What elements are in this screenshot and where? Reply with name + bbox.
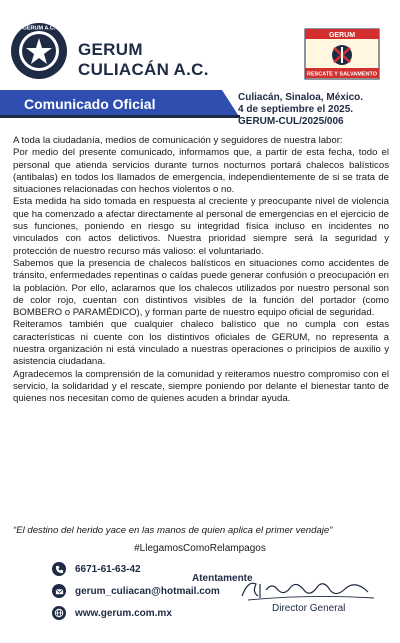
meta-date: 4 de septiembre el 2025. <box>238 104 354 115</box>
phone-number: 6671-61-63-42 <box>75 563 141 575</box>
handwritten-signature <box>238 576 378 604</box>
paragraph-4: Reiteramos también que cualquier chaleco balístico que no cumpla con estas características ni cuente con los distintivos oficiales de GERUM, no representa a nuestra organización ni está vinculado a nuestras operaciones o principios de auxilio y asistencia ciudadana. <box>13 319 389 368</box>
signer-role: Director General <box>272 603 346 614</box>
phone-icon <box>52 562 66 576</box>
logo-right-subtitle: RESCATE Y SALVAMENTO <box>307 71 377 78</box>
email-icon <box>52 584 66 598</box>
contact-email[interactable] <box>52 582 220 600</box>
paragraph-3: Sabemos que la presencia de chalecos balísticos en situaciones como accidentes de tránsito, enfermedades repentinas o caídas puede generar confusión o preocupación en la población. Por ello, aclaramos que los chalecos utilizados por nuestro personal son de color rojo, cuentan con distintivos visibles de la función del portador (como BOMBERO o PARAMÉDICO), y forman parte de nuestro equipo oficial de seguridad. <box>13 257 389 319</box>
banner-title: Comunicado Oficial <box>24 96 156 112</box>
website-url: www.gerum.com.mx <box>75 607 172 619</box>
meta-reference: GERUM-CUL/2025/006 <box>238 116 344 127</box>
organization-name <box>78 40 209 80</box>
gerum-emblem-logo <box>10 22 68 80</box>
logo-right-title: GERUM <box>328 32 356 39</box>
closing-text: Atentamente <box>192 573 253 584</box>
paragraph-1: Por medio del presente comunicado, informamos que, a partir de esta fecha, todo el personal que atienda servicios durante turnos nocturnos portará chalecos balísticos (antibalas) en todos los llamados de emergencia, independientemente de si se trata de situaciones relacionadas con hechos violentos o no. <box>13 147 389 196</box>
paragraph-5: Agradecemos la comprensión de la comunidad y reiteramos nuestro compromiso con el servicio, la solidaridad y el rescate, siempre poniendo por delante el bienestar tanto de quienes nos necesitan como de quienes acuden a brindar ayuda. <box>13 368 389 405</box>
emblem-text: GERUM A.C. <box>22 25 56 32</box>
org-name-line2: CULIACÁN A.C. <box>78 60 209 79</box>
letterhead <box>0 0 400 90</box>
globe-icon <box>52 606 66 620</box>
contact-website[interactable] <box>52 604 220 622</box>
rescate-salvamento-logo <box>304 28 380 80</box>
greeting: A toda la ciudadanía, medios de comunicación y seguidores de nuestra labor: <box>13 135 343 146</box>
communique-body <box>13 135 389 406</box>
motto-quote: “El destino del herido yace en las manos de quien aplica el primer vendaje” <box>13 525 333 536</box>
document-meta <box>238 92 396 128</box>
paragraph-2: Esta medida ha sido tomada en respuesta al creciente y preocupante nivel de violencia que ha comenzado a afectar directamente al personal de emergencias en el ejercicio de sus funciones, poniendo en riesgo su integridad física incluso en incidentes no vinculados con actos delictivos. Nuestra prioridad siempre será la seguridad y protección de nuestro recurso más valioso: el voluntariado. <box>13 196 389 257</box>
contact-list <box>52 560 220 626</box>
email-address: gerum_culiacan@hotmail.com <box>75 585 220 597</box>
meta-place: Culiacán, Sinaloa, México. <box>238 92 364 103</box>
org-name-line1: GERUM <box>78 40 143 59</box>
hashtag: #LlegamosComoRelampagos <box>134 543 266 554</box>
